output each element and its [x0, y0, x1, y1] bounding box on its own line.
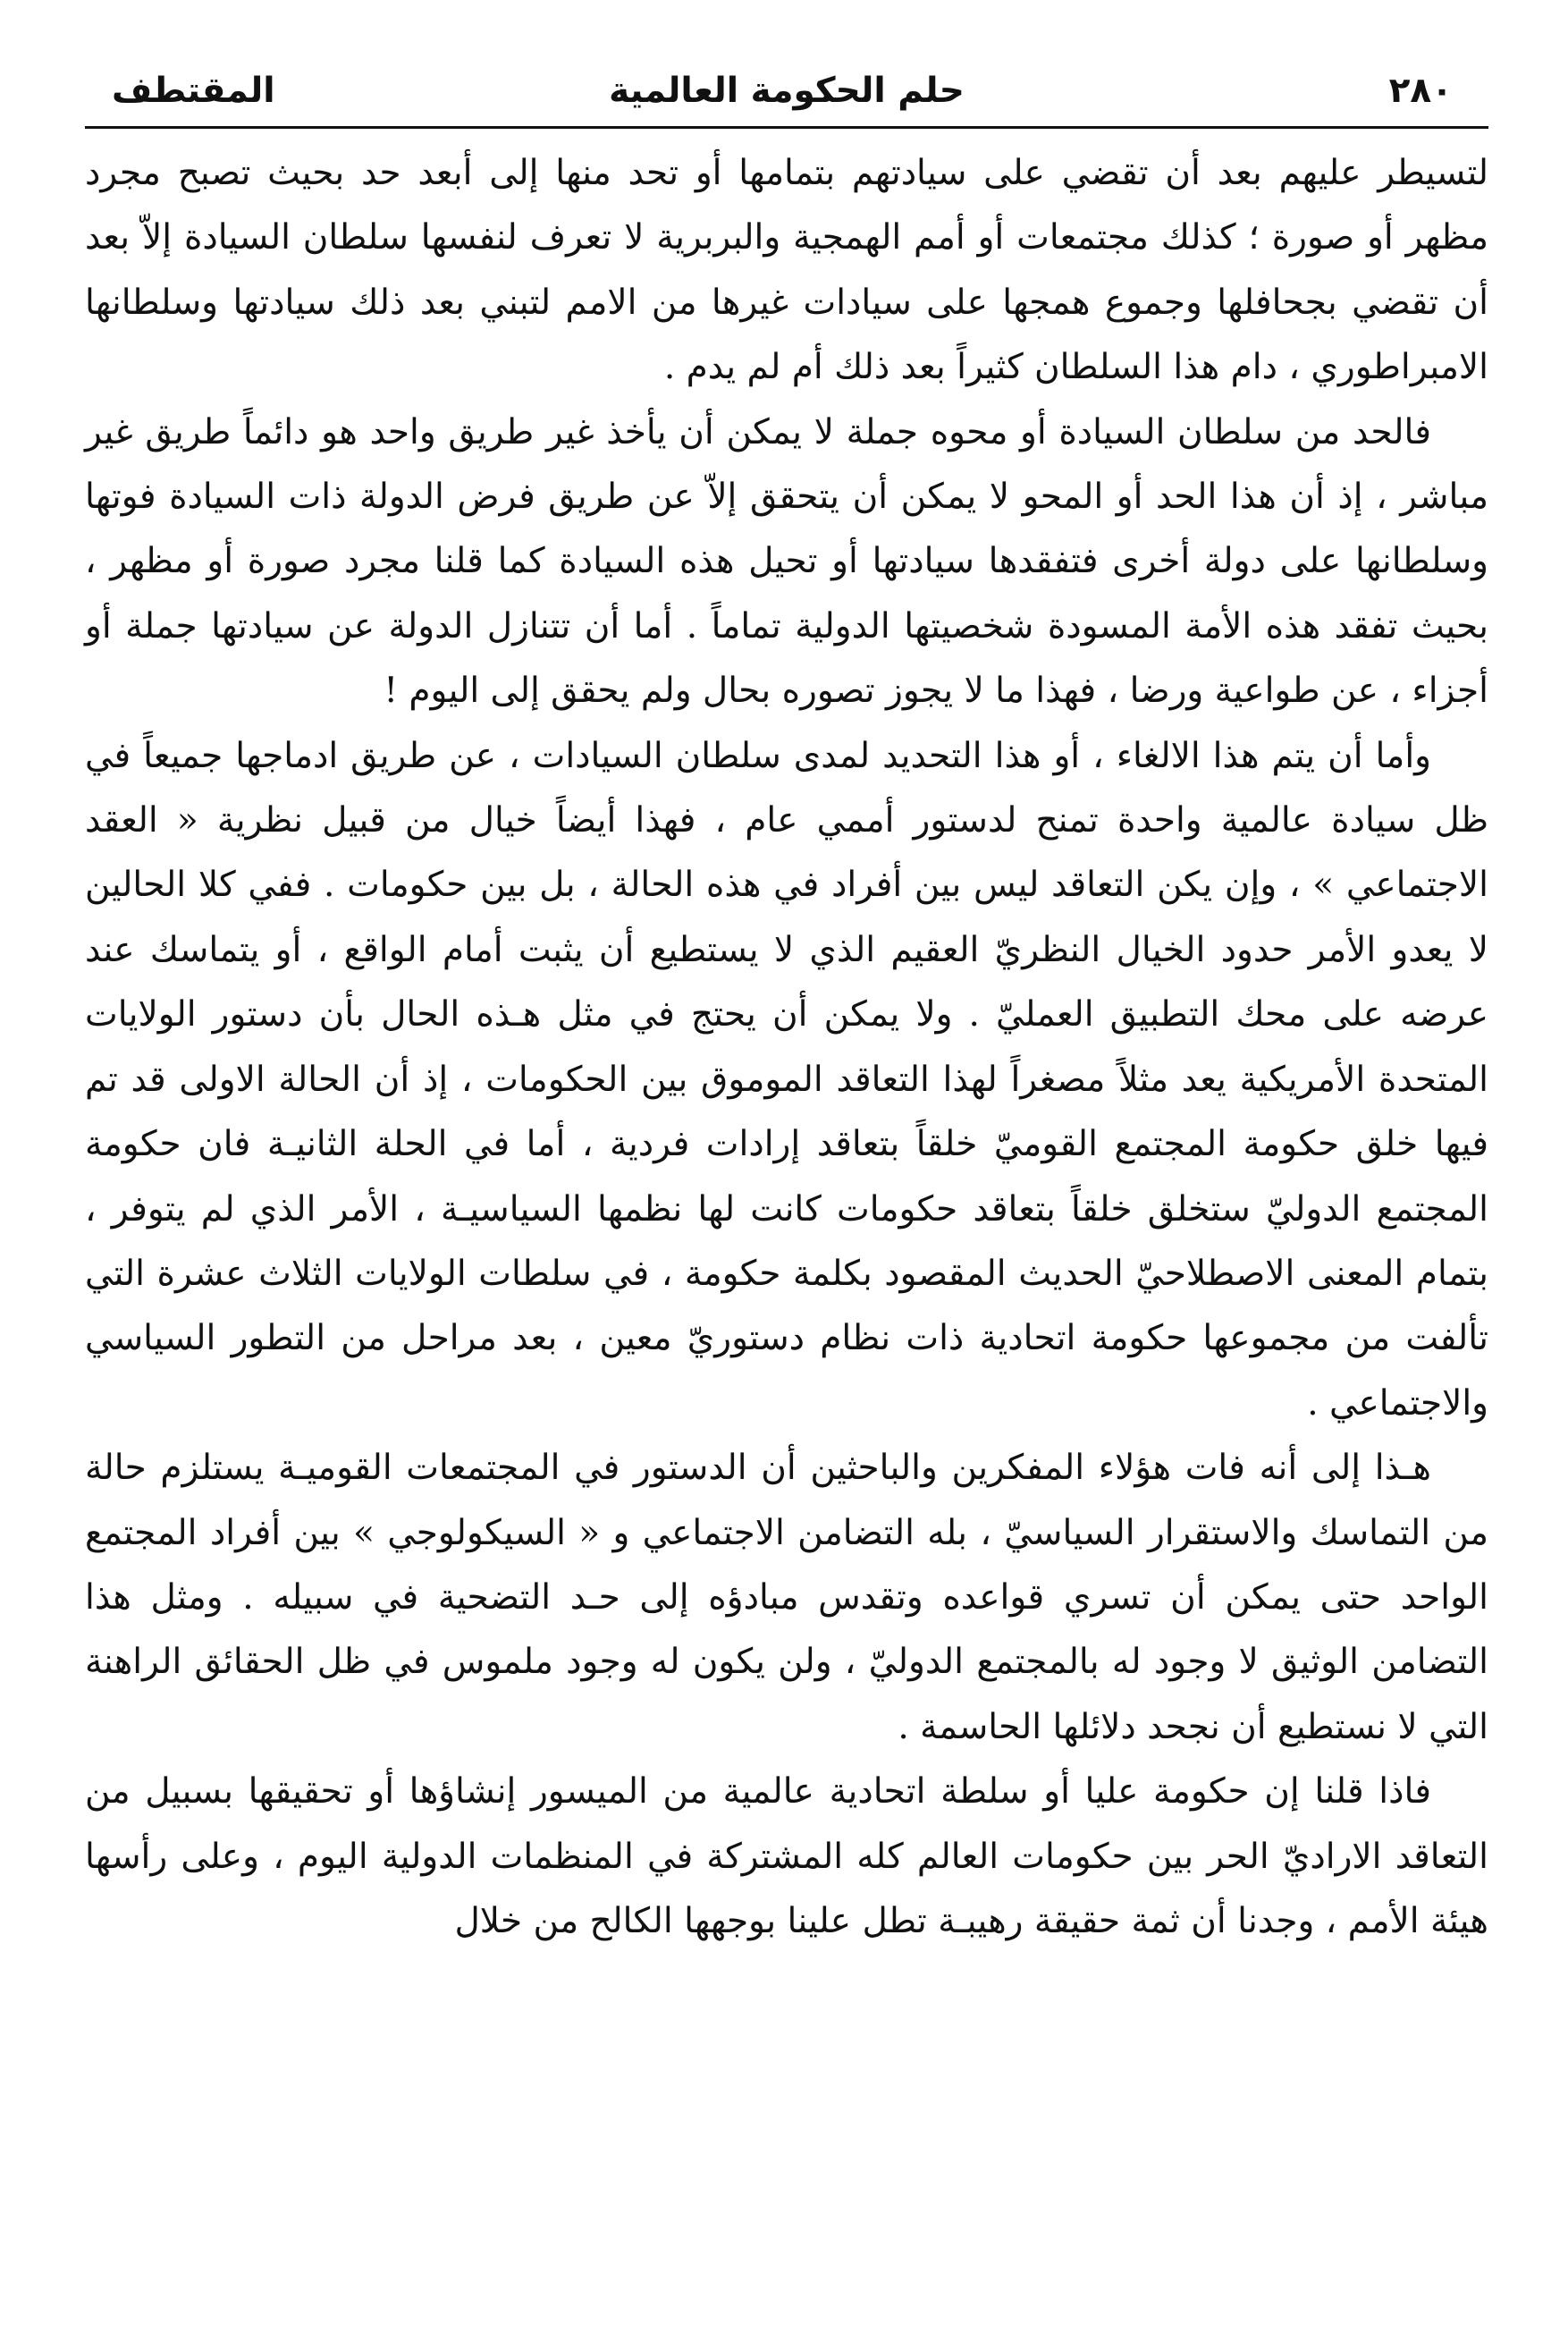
paragraph-3: وأما أن يتم هذا الالغاء ، أو هذا التحديد لمدى سلطان السيادات ، عن طريق ادماجها جميعاً في ظل سيادة عالمية واحدة تمنح لدستور أممي عام ، فهذا أيضاً خيال من قبيل نظرية « العقد الاجتماعي » ، وإن يكن التعاقد ليس بين أفراد في هذه الحالة ، بل بين حكومات . ففي كلا الحالين لا يعدو الأمر حدود الخيال النظريّ العقيم الذي لا يستطيع أن يثبت أمام الواقع ، أو يتماسك عند عرضه على محك التطبيق العمليّ . ولا يمكن أن يحتج في مثل هـذه الحال بأن دستور الولايات المتحدة الأمريكية يعد مثلاً مصغراً لهذا التعاقد الموموق بين الحكومات ، إذ أن الحالة الاولى قد تم فيها خلق حكومة المجتمع القوميّ خلقاً بتعاقد إرادات فردية ، أما في الحلة الثانيـة فان حكومة المجتمع الدوليّ ستخلق خلقاً بتعاقد حكومات كانت لها نظمها السياسيـة ، الأمر الذي لم يتوفر ، بتمام المعنى الاصطلاحيّ الحديث المقصود بكلمة حكومة ، في سلطات الولايات الثلاث عشرة التي تألفت من مجموعها حكومة اتحادية ذات نظام دستوريّ معين ، بعد مراحل من التطور السياسي والاجتماعي . [85, 735, 1488, 1424]
book-page [85, 49, 1488, 2311]
page-number: ٢٨٠ [1388, 71, 1453, 111]
paragraph-5: فاذا قلنا إن حكومة عليا أو سلطة اتحادية عالمية من الميسور إنشاؤها أو تحقيقها بسبيل من التعاقد الاراديّ الحر بين حكومات العالم كله المشتركة في المنظمات الدولية اليوم ، وعلى رأسها هيئة الأمم ، وجدنا أن ثمة حقيقة رهيبـة تطل علينا بوجهها الكالح من خلال [85, 1771, 1488, 1941]
article-body [85, 141, 1488, 1954]
paragraph-4: هـذا إلى أنه فات هؤلاء المفكرين والباحثين أن الدستور في المجتمعات القوميـة يستلزم حالة من التماسك والاستقرار السياسيّ ، بله التضامن الاجتماعي و « السيكولوجي » بين أفراد المجتمع الواحد حتى يمكن أن تسري قواعده وتقدس مبادؤه إلى حـد التضحية في سبيله . ومثل هذا التضامن الوثيق لا وجود له بالمجتمع الدوليّ ، ولن يكون له وجود ملموس في ظل الحقائق الراهنة التي لا نستطيع أن نجحد دلائلها الحاسمة . [85, 1448, 1488, 1747]
paragraph-1: لتسيطر عليهم بعد أن تقضي على سيادتهم بتمامها أو تحد منها إلى أبعد حد بحيث تصبح مجرد مظهر أو صورة ؛ كذلك مجتمعات أو أمم الهمجية والبربرية لا تعرف لنفسها سلطان السيادة إلاّ بعد أن تقضي بجحافلها وجموع همجها على سيادات غيرها من الامم لتبني بعد ذلك سيادتها وسلطانها الامبراطوري ، دام هذا السلطان كثيراً بعد ذلك أم لم يدم . [85, 153, 1488, 388]
running-header [85, 49, 1488, 121]
header-rule [85, 126, 1488, 129]
paragraph-2: فالحد من سلطان السيادة أو محوه جملة لا يمكن أن يأخذ غير طريق واحد هو دائماً طريق غير مباشر ، إذ أن هذا الحد أو المحو لا يمكن أن يتحقق إلاّ عن طريق فرض الدولة ذات السيادة فوتها وسلطانها على دولة أخرى فتفقدها سيادتها أو تحيل هذه السيادة كما قلنا مجرد صورة أو مظهر ، بحيث تفقد هذه الأمة المسودة شخصيتها الدولية تماماً . أما أن تتنازل الدولة عن سيادتها جملة أو أجزاء ، عن طواعية ورضا ، فهذا ما لا يجوز تصوره بحال ولم يحقق إلى اليوم ! [85, 411, 1488, 712]
journal-name: المقتطف [112, 71, 275, 111]
running-title: حلم الحكومة العالمية [609, 71, 965, 111]
